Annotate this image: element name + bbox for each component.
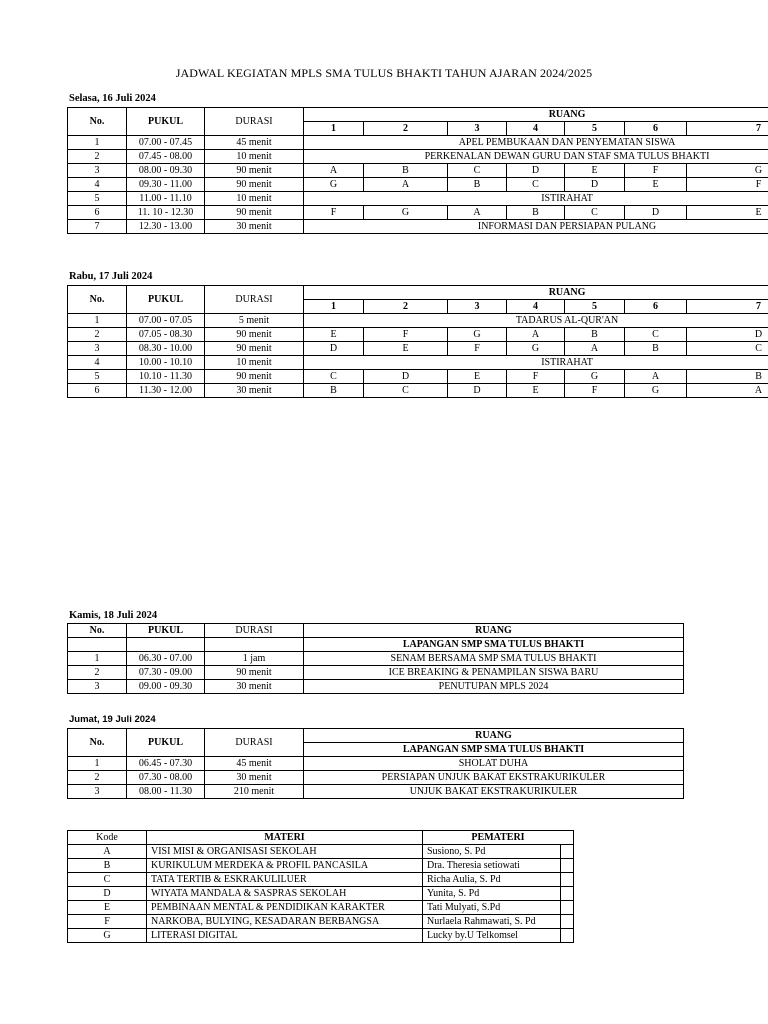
cell-pukul: 11.00 - 11.10 [127, 192, 205, 206]
cell-durasi: 30 menit [205, 771, 304, 785]
header-durasi: DURASI [205, 729, 304, 757]
blank-cell [561, 929, 574, 943]
cell-durasi: 90 menit [205, 206, 304, 220]
cell-room-1: F [304, 206, 364, 220]
header-room-2: 2 [364, 122, 448, 136]
table-row [68, 370, 768, 384]
cell-room-3: F [448, 342, 507, 356]
cell-materi: KURIKULUM MERDEKA & PROFIL PANCASILA [147, 859, 423, 873]
table-row [68, 384, 768, 398]
table-row [68, 771, 684, 785]
cell-durasi: 90 menit [205, 666, 304, 680]
cell-room-2: G [364, 206, 448, 220]
cell-durasi: 30 menit [205, 384, 304, 398]
table-row [68, 192, 768, 206]
header-lapangan: LAPANGAN SMP SMA TULUS BHAKTI [304, 638, 684, 652]
cell-no: 2 [68, 150, 127, 164]
cell-pukul: 10.10 - 11.30 [127, 370, 205, 384]
cell-durasi: 1 jam [205, 652, 304, 666]
blank-cell [561, 901, 574, 915]
cell-no: 3 [68, 342, 127, 356]
cell-kode: A [68, 845, 147, 859]
table-row [68, 680, 684, 694]
cell-room-5: E [565, 164, 625, 178]
table-row [68, 873, 574, 887]
cell-room-5: A [565, 342, 625, 356]
cell-durasi: 90 menit [205, 342, 304, 356]
cell-activity: UNJUK BAKAT EKSTRAKURIKULER [304, 785, 684, 799]
cell-pemateri: Richa Aulia, S. Pd [423, 873, 561, 887]
cell-no: 2 [68, 666, 127, 680]
cell-durasi: 90 menit [205, 164, 304, 178]
header-no: No. [68, 624, 127, 638]
cell-activity: APEL PEMBUKAAN DAN PENYEMATAN SISWA [304, 136, 768, 150]
cell-room-1: G [304, 178, 364, 192]
cell-pemateri: Susiono, S. Pd [423, 845, 561, 859]
cell-activity: ISTIRAHAT [304, 192, 768, 206]
cell-materi: VISI MISI & ORGANISASI SEKOLAH [147, 845, 423, 859]
cell-room-3: A [448, 206, 507, 220]
cell-kode: D [68, 887, 147, 901]
cell-room-7: E [687, 206, 768, 220]
cell-pukul: 09.00 - 09.30 [127, 680, 205, 694]
cell-room-2: F [364, 328, 448, 342]
table-row [68, 220, 768, 234]
day-label-jumat: Jumat, 19 Juli 2024 [69, 714, 156, 725]
header-kode: Kode [68, 831, 147, 845]
table-row [68, 150, 768, 164]
header-pukul: PUKUL [127, 286, 205, 314]
blank-cell [561, 915, 574, 929]
cell-room-5: C [565, 206, 625, 220]
table-row [68, 666, 684, 680]
blank-cell [561, 845, 574, 859]
cell-materi: TATA TERTIB & ESKRAKULILUER [147, 873, 423, 887]
schedule-table-jumat [67, 728, 684, 799]
materi-table [67, 830, 574, 943]
cell-room-1: E [304, 328, 364, 342]
cell-room-5: F [565, 384, 625, 398]
header-durasi: DURASI [205, 108, 304, 136]
cell-room-3: G [448, 328, 507, 342]
cell-no: 1 [68, 136, 127, 150]
header-room-2: 2 [364, 300, 448, 314]
cell-pukul: 10.00 - 10.10 [127, 356, 205, 370]
cell-kode: G [68, 929, 147, 943]
cell-pukul: 08.00 - 11.30 [127, 785, 205, 799]
cell-no: 6 [68, 206, 127, 220]
cell-no: 5 [68, 192, 127, 206]
cell-pukul: 11.30 - 12.00 [127, 384, 205, 398]
day-label-kamis: Kamis, 18 Juli 2024 [69, 610, 158, 621]
cell-room-1: A [304, 164, 364, 178]
header-materi: MATERI [147, 831, 423, 845]
table-row [68, 342, 768, 356]
cell-room-1: D [304, 342, 364, 356]
table-row [68, 206, 768, 220]
header-room-3: 3 [448, 300, 507, 314]
cell-room-4: F [507, 370, 565, 384]
cell-pukul: 07.00 - 07.05 [127, 314, 205, 328]
header-room-6: 6 [625, 122, 687, 136]
table-row [68, 845, 574, 859]
document-title: JADWAL KEGIATAN MPLS SMA TULUS BHAKTI TAHUN AJARAN 2024/2025 [175, 66, 593, 80]
cell-activity: ISTIRAHAT [304, 356, 768, 370]
header-room-1: 1 [304, 300, 364, 314]
day-label-rabu: Rabu, 17 Juli 2024 [69, 271, 153, 282]
table-row [68, 356, 768, 370]
cell-durasi: 30 menit [205, 680, 304, 694]
blank-cell [127, 638, 205, 652]
cell-room-6: D [625, 206, 687, 220]
day-label-selasa: Selasa, 16 Juli 2024 [69, 93, 156, 104]
cell-kode: E [68, 901, 147, 915]
blank-cell [561, 873, 574, 887]
table-row [68, 785, 684, 799]
header-ruang: RUANG [304, 624, 684, 638]
cell-pukul: 06.45 - 07.30 [127, 757, 205, 771]
cell-kode: C [68, 873, 147, 887]
cell-room-3: B [448, 178, 507, 192]
table-row [68, 901, 574, 915]
cell-room-7: A [687, 384, 768, 398]
cell-no: 2 [68, 771, 127, 785]
cell-activity: INFORMASI DAN PERSIAPAN PULANG [304, 220, 768, 234]
cell-pemateri: Nurlaela Rahmawati, S. Pd [423, 915, 561, 929]
header-lapangan: LAPANGAN SMP SMA TULUS BHAKTI [304, 743, 684, 757]
header-pemateri: PEMATERI [423, 831, 574, 845]
cell-pukul: 08.00 - 09.30 [127, 164, 205, 178]
cell-pukul: 08.30 - 10.00 [127, 342, 205, 356]
table-row [68, 915, 574, 929]
table-row [68, 652, 684, 666]
header-no: No. [68, 108, 127, 136]
cell-room-4: G [507, 342, 565, 356]
cell-no: 2 [68, 328, 127, 342]
cell-room-2: D [364, 370, 448, 384]
header-ruang: RUANG [304, 286, 768, 300]
cell-pukul: 07.30 - 09.00 [127, 666, 205, 680]
header-room-4: 4 [507, 300, 565, 314]
cell-materi: PEMBINAAN MENTAL & PENDIDIKAN KARAKTER [147, 901, 423, 915]
cell-durasi: 90 menit [205, 370, 304, 384]
cell-room-7: G [687, 164, 768, 178]
cell-durasi: 10 menit [205, 192, 304, 206]
cell-materi: LITERASI DIGITAL [147, 929, 423, 943]
cell-room-6: F [625, 164, 687, 178]
cell-room-4: E [507, 384, 565, 398]
header-room-6: 6 [625, 300, 687, 314]
cell-pukul: 09.30 - 11.00 [127, 178, 205, 192]
cell-room-5: G [565, 370, 625, 384]
cell-activity: PERSIAPAN UNJUK BAKAT EKSTRAKURIKULER [304, 771, 684, 785]
cell-room-2: B [364, 164, 448, 178]
header-room-1: 1 [304, 122, 364, 136]
cell-pukul: 07.05 - 08.30 [127, 328, 205, 342]
cell-no: 3 [68, 680, 127, 694]
cell-durasi: 5 menit [205, 314, 304, 328]
cell-materi: NARKOBA, BULYING, KESADARAN BERBANGSA [147, 915, 423, 929]
cell-materi: WIYATA MANDALA & SASPRAS SEKOLAH [147, 887, 423, 901]
cell-room-3: C [448, 164, 507, 178]
cell-room-7: D [687, 328, 768, 342]
cell-room-2: A [364, 178, 448, 192]
cell-room-6: C [625, 328, 687, 342]
cell-room-6: B [625, 342, 687, 356]
cell-kode: F [68, 915, 147, 929]
cell-room-6: E [625, 178, 687, 192]
cell-no: 1 [68, 314, 127, 328]
cell-no: 1 [68, 757, 127, 771]
schedule-table-kamis [67, 623, 684, 694]
cell-room-6: G [625, 384, 687, 398]
cell-no: 4 [68, 356, 127, 370]
cell-activity: TADARUS AL-QUR'AN [304, 314, 768, 328]
header-room-7: 7 [687, 300, 768, 314]
cell-pemateri: Tati Mulyati, S.Pd [423, 901, 561, 915]
table-row [68, 314, 768, 328]
cell-no: 5 [68, 370, 127, 384]
header-room-7: 7 [687, 122, 768, 136]
cell-room-7: B [687, 370, 768, 384]
cell-activity: ICE BREAKING & PENAMPILAN SISWA BARU [304, 666, 684, 680]
blank-cell [561, 887, 574, 901]
cell-pukul: 06.30 - 07.00 [127, 652, 205, 666]
cell-durasi: 90 menit [205, 178, 304, 192]
cell-pemateri: Lucky by.U Telkomsel [423, 929, 561, 943]
cell-room-4: D [507, 164, 565, 178]
cell-pukul: 07.30 - 08.00 [127, 771, 205, 785]
cell-no: 6 [68, 384, 127, 398]
cell-no: 7 [68, 220, 127, 234]
cell-durasi: 45 menit [205, 757, 304, 771]
table-row [68, 136, 768, 150]
cell-durasi: 10 menit [205, 150, 304, 164]
schedule-table-selasa [67, 107, 768, 234]
cell-no: 1 [68, 652, 127, 666]
cell-no: 4 [68, 178, 127, 192]
cell-durasi: 30 menit [205, 220, 304, 234]
cell-room-5: D [565, 178, 625, 192]
blank-cell [561, 859, 574, 873]
cell-room-2: E [364, 342, 448, 356]
table-row [68, 757, 684, 771]
blank-cell [68, 638, 127, 652]
header-ruang: RUANG [304, 729, 684, 743]
header-no: No. [68, 286, 127, 314]
cell-room-1: C [304, 370, 364, 384]
header-no: No. [68, 729, 127, 757]
cell-room-4: B [507, 206, 565, 220]
cell-durasi: 210 menit [205, 785, 304, 799]
cell-pukul: 12.30 - 13.00 [127, 220, 205, 234]
cell-pukul: 07.00 - 07.45 [127, 136, 205, 150]
header-ruang: RUANG [304, 108, 768, 122]
cell-room-3: E [448, 370, 507, 384]
header-durasi: DURASI [205, 286, 304, 314]
header-pukul: PUKUL [127, 729, 205, 757]
cell-room-7: C [687, 342, 768, 356]
header-pukul: PUKUL [127, 108, 205, 136]
cell-room-3: D [448, 384, 507, 398]
cell-pukul: 07.45 - 08.00 [127, 150, 205, 164]
cell-room-6: A [625, 370, 687, 384]
header-durasi: DURASI [205, 624, 304, 638]
blank-cell [205, 638, 304, 652]
cell-pukul: 11. 10 - 12.30 [127, 206, 205, 220]
table-row [68, 178, 768, 192]
cell-room-4: C [507, 178, 565, 192]
schedule-table-rabu [67, 285, 768, 398]
cell-activity: SENAM BERSAMA SMP SMA TULUS BHAKTI [304, 652, 684, 666]
cell-activity: PENUTUPAN MPLS 2024 [304, 680, 684, 694]
table-row [68, 164, 768, 178]
cell-room-1: B [304, 384, 364, 398]
header-room-4: 4 [507, 122, 565, 136]
header-pukul: PUKUL [127, 624, 205, 638]
cell-durasi: 45 menit [205, 136, 304, 150]
cell-room-5: B [565, 328, 625, 342]
cell-activity: SHOLAT DUHA [304, 757, 684, 771]
cell-pemateri: Yunita, S. Pd [423, 887, 561, 901]
cell-room-2: C [364, 384, 448, 398]
cell-no: 3 [68, 164, 127, 178]
cell-room-7: F [687, 178, 768, 192]
cell-pemateri: Dra. Theresia setiowati [423, 859, 561, 873]
cell-durasi: 10 menit [205, 356, 304, 370]
cell-activity: PERKENALAN DEWAN GURU DAN STAF SMA TULUS BHAKTI [304, 150, 768, 164]
header-room-5: 5 [565, 122, 625, 136]
cell-room-4: A [507, 328, 565, 342]
header-room-5: 5 [565, 300, 625, 314]
cell-durasi: 90 menit [205, 328, 304, 342]
table-row [68, 887, 574, 901]
table-row [68, 328, 768, 342]
header-room-3: 3 [448, 122, 507, 136]
table-row [68, 859, 574, 873]
cell-kode: B [68, 859, 147, 873]
cell-no: 3 [68, 785, 127, 799]
table-row [68, 929, 574, 943]
